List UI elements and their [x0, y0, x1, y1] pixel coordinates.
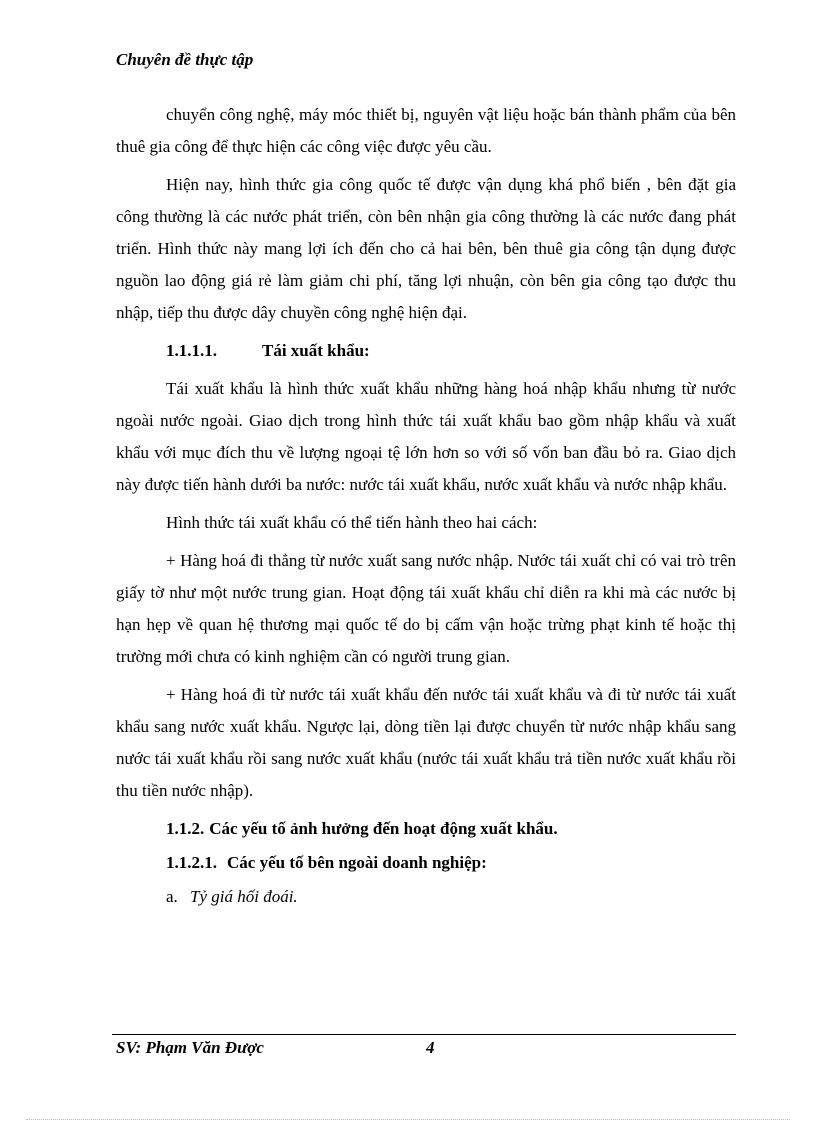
page-bottom-border [26, 1119, 790, 1120]
heading-text: Các yếu tố bên ngoài doanh nghiệp: [227, 853, 487, 872]
paragraph-re-export-definition: Tái xuất khẩu là hình thức xuất khẩu những hàng hoá nhập khẩu nhưng từ nước ngoài nước ngoài. Giao dịch trong hình thức tái xuất khẩu bao gồm nhập khẩu và xuất khẩu với mục đích thu về lượng ngoại tệ lớn hơn so với số vốn ban đầu bỏ ra. Giao dịch này được tiến hành dưới ba nước: nước tái xuất khẩu, nước xuất khẩu và nước nhập khẩu. [116, 379, 736, 494]
footer-rule [112, 1034, 736, 1035]
paragraph-re-export-methods: Hình thức tái xuất khẩu có thể tiến hành theo hai cách: [166, 513, 538, 532]
heading-number: 1.1.2. [166, 819, 205, 838]
list-item-exchange-rate [166, 881, 736, 913]
heading-external-factors [166, 847, 736, 879]
page-footer [116, 1038, 736, 1062]
footer-author: SV: Phạm Văn Được [116, 1038, 264, 1057]
heading-number: 1.1.1.1. [166, 341, 217, 360]
page-header-title: Chuyên đề thực tập [116, 50, 254, 69]
paragraph-outsourcing-continued: chuyển công nghệ, máy móc thiết bị, nguyên vật liệu hoặc bán thành phẩm của bên thuê gia công để thực hiện các công việc được yêu cầu. [116, 105, 736, 156]
document-body [116, 99, 736, 913]
heading-text: Các yếu tố ảnh hưởng đến hoạt động xuất khẩu. [209, 819, 558, 838]
heading-text: Tái xuất khẩu: [262, 341, 370, 360]
heading-export-factors [166, 813, 736, 845]
paragraph-international-processing: Hiện nay, hình thức gia công quốc tế được vận dụng khá phổ biến , bên đặt gia công thường là các nước phát triển, còn bên nhận gia công thường là các nước đang phát triển. Hình thức này mang lợi ích đến cho cả hai bên, bên thuê gia công tận dụng được nguồn lao động giá rẻ làm giảm chi phí, tăng lợi nhuận, còn bên gia công tạo được thu nhập, tiếp thu được dây chuyền công nghệ hiện đại. [116, 175, 736, 322]
heading-number: 1.1.2.1. [166, 853, 217, 872]
heading-re-export [166, 335, 736, 367]
list-item-label: a. [166, 887, 178, 906]
page-number: 4 [426, 1038, 435, 1057]
paragraph-method-indirect: + Hàng hoá đi từ nước tái xuất khẩu đến nước tái xuất khẩu và đi từ nước tái xuất khẩu sang nước xuất khẩu. Ngược lại, dòng tiền lại được chuyển từ nước nhập khẩu sang nước tái xuất khẩu rồi sang nước xuất khẩu (nước tái xuất khẩu trả tiền nước xuất khẩu rồi thu tiền nước nhập). [116, 685, 736, 800]
list-item-text: Tỷ giá hối đoái. [190, 887, 298, 906]
paragraph-method-direct: + Hàng hoá đi thẳng từ nước xuất sang nước nhập. Nước tái xuất chỉ có vai trò trên giấy tờ như một nước trung gian. Hoạt động tái xuất khẩu chỉ diễn ra khi mà các nước bị hạn hẹp về quan hệ thương mại quốc tế do bị cấm vận hoặc trừng phạt kinh tế hoặc thị trường mới chưa có kinh nghiệm cần có người trung gian. [116, 551, 736, 666]
